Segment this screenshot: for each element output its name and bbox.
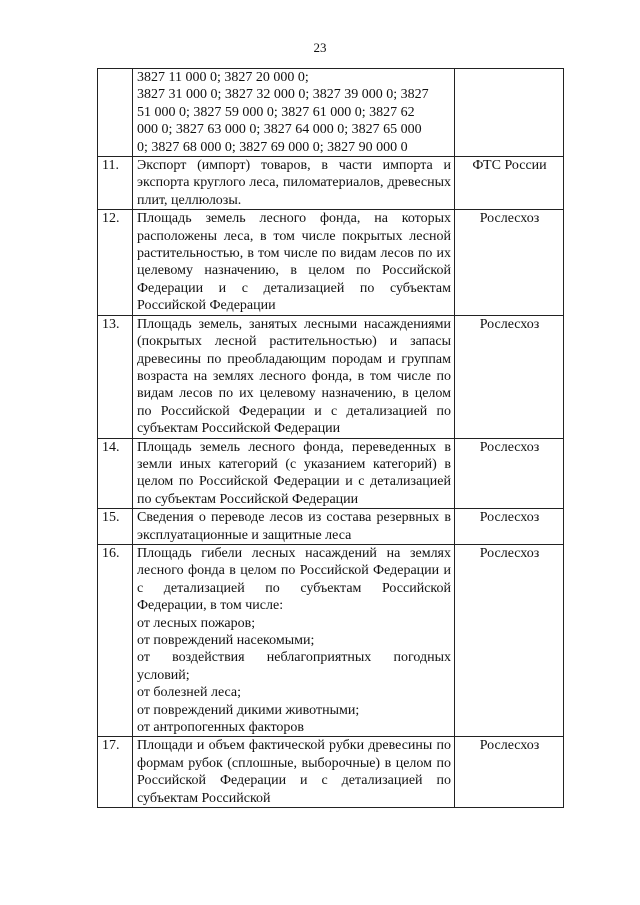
table-row [98,544,564,736]
row-number: 14. [98,438,133,509]
row-agency: Рослесхоз [455,438,564,509]
description-line: Площади и объем фактической рубки древесины по формам рубок (сплошные, выборочные) в целом по Российской Федерации и с детализацией по субъектам Российской [137,738,451,806]
row-agency [455,69,564,157]
description-line: от антропогенных факторов [137,720,305,736]
row-number: 15. [98,509,133,545]
row-description [133,438,455,509]
row-number: 11. [98,157,133,210]
row-description [133,315,455,438]
row-number: 12. [98,210,133,315]
table-row [98,210,564,315]
table-row [98,438,564,509]
description-line: Экспорт (импорт) товаров, в части импорта и экспорта круглого леса, пиломатериалов, древесных плит, целлюлозы. [137,158,451,208]
row-agency: Рослесхоз [455,315,564,438]
description-line: Сведения о переводе лесов из состава резервных в эксплуатационные и защитные леса [137,510,451,543]
table-row [98,157,564,210]
row-description [133,544,455,736]
row-description [133,509,455,545]
description-line: от повреждений дикими животными; [137,702,360,718]
row-number [98,69,133,157]
description-line: от болезней леса; [137,685,242,701]
description-line: Площадь гибели лесных насаждений на землях лесного фонда в целом по Российской Федерации и с детализацией по субъектам Российской Федерации, в том числе: [137,545,451,614]
description-line: от воздействия неблагоприятных погодных условий; [137,650,451,683]
description-line: 51 000 0; 3827 59 000 0; 3827 61 000 0; 3827 62 [137,104,415,120]
row-description [133,737,455,808]
table-row [98,509,564,545]
row-agency: Рослесхоз [455,210,564,315]
row-number: 16. [98,544,133,736]
row-number: 13. [98,315,133,438]
row-agency: ФТС России [455,157,564,210]
row-description [133,157,455,210]
description-line: от повреждений насекомыми; [137,633,315,648]
row-number: 17. [98,737,133,808]
table-row [98,315,564,438]
indicators-table-body [98,69,564,808]
table-row [98,69,564,157]
row-description [133,210,455,315]
description-line: Площадь земель лесного фонда, переведенных в земли иных категорий (с указанием категорий) в целом по Российской Федерации и с детализацией по субъектам Российской Федерации [137,439,451,507]
description-line: от лесных пожаров; [137,615,256,631]
row-agency: Рослесхоз [455,509,564,545]
indicators-table [97,68,564,808]
description-line: 0; 3827 68 000 0; 3827 69 000 0; 3827 90 000 0 [137,139,408,155]
table-row [98,737,564,808]
description-line: Площадь земель, занятых лесными насаждениями (покрытых лесной растительностью) и запасы древесины по преобладающим породам и группам возраста на землях лесного фонда, в том числе по видам лесов по их целевому назначению, в целом по Российской Федерации и с детализацией по субъектам Российской Федерации [137,316,451,437]
description-line: 3827 31 000 0; 3827 32 000 0; 3827 39 000 0; 3827 [137,87,429,103]
row-agency: Рослесхоз [455,544,564,736]
page-number: 23 [313,40,327,55]
description-line: 000 0; 3827 63 000 0; 3827 64 000 0; 3827 65 000 [137,122,422,138]
description-line: 3827 11 000 0; 3827 20 000 0; [137,70,309,85]
description-line: Площадь земель лесного фонда, на которых расположены леса, в том числе покрытых лесной растительностью, в том числе по видам лесов по их целевому назначению, в целом по Российской Федерации и с детализацией по субъектам Российской Федерации [137,211,451,314]
row-description [133,69,455,157]
row-agency: Рослесхоз [455,737,564,808]
